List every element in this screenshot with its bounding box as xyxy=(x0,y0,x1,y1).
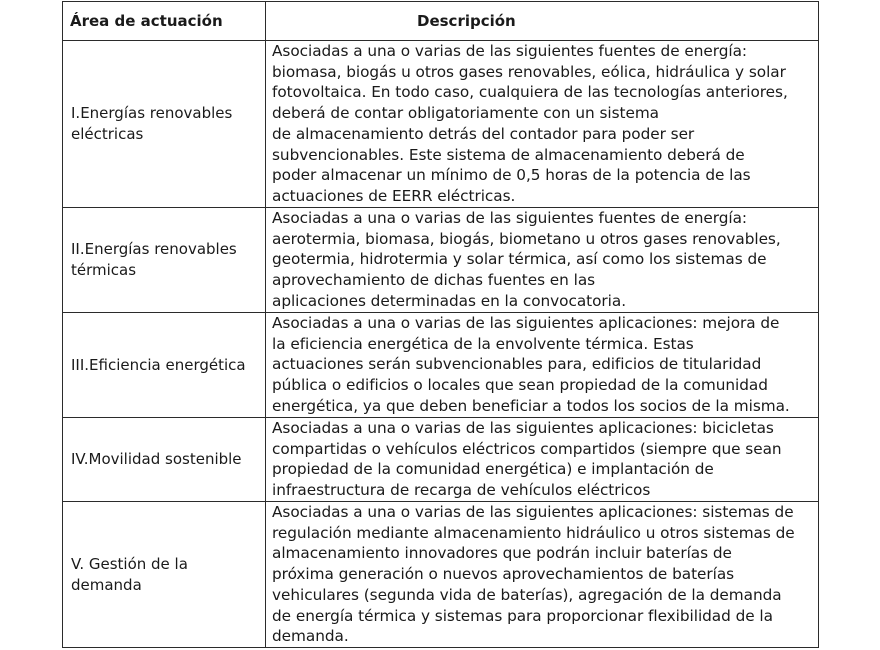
area-cell: II.Energías renovables térmicas xyxy=(63,208,266,313)
table-header-row xyxy=(63,2,819,41)
area-cell: I.Energías renovables eléctricas xyxy=(63,41,266,208)
table-row xyxy=(63,502,819,648)
column-header-area: Área de actuación xyxy=(63,2,266,41)
area-cell: V. Gestión de la demanda xyxy=(63,502,266,648)
area-cell: III.Eficiencia energética xyxy=(63,313,266,418)
description-cell: Asociadas a una o varias de las siguientes fuentes de energía: biomasa, biogás u otros gases renovables, eólica, hidráulica y solar fotovoltaica. En todo caso, cualquiera de las tecnologías anteriores, deberá de contar obligatoriamente con un sistema de almacenamiento detrás del contador para poder ser subvencionables. Este sistema de almacenamiento deberá de poder almacenar un mínimo de 0,5 horas de la potencia de las actuaciones de EERR eléctricas. xyxy=(266,41,819,208)
table-row xyxy=(63,418,819,502)
description-cell: Asociadas a una o varias de las siguientes aplicaciones: mejora de la eficiencia energética de la envolvente térmica. Estas actuaciones serán subvencionables para, edificios de titularidad pública o edificios o locales que sean propiedad de la comunidad energética, ya que deben beneficiar a todos los socios de la misma. xyxy=(266,313,819,418)
description-cell: Asociadas a una o varias de las siguientes fuentes de energía: aerotermia, biomasa, biogás, biometano u otros gases renovables, geotermia, hidrotermia y solar térmica, así como los sistemas de aprovechamiento de dichas fuentes en las aplicaciones determinadas en la convocatoria. xyxy=(266,208,819,313)
column-header-description: Descripción xyxy=(266,2,819,41)
area-cell: IV.Movilidad sostenible xyxy=(63,418,266,502)
table-row xyxy=(63,208,819,313)
actuation-areas-table xyxy=(62,1,819,648)
description-cell: Asociadas a una o varias de las siguientes aplicaciones: sistemas de regulación mediante almacenamiento hidráulico u otros sistemas de almacenamiento innovadores que podrán incluir baterías de próxima generación o nuevos aprovechamientos de baterías vehiculares (segunda vida de baterías), agregación de la demanda de energía térmica y sistemas para proporcionar flexibilidad de la demanda. xyxy=(266,502,819,648)
description-cell: Asociadas a una o varias de las siguientes aplicaciones: bicicletas compartidas o vehículos eléctricos compartidos (siempre que sean propiedad de la comunidad energética) e implantación de infraestructura de recarga de vehículos eléctricos xyxy=(266,418,819,502)
table-row xyxy=(63,41,819,208)
table-row xyxy=(63,313,819,418)
